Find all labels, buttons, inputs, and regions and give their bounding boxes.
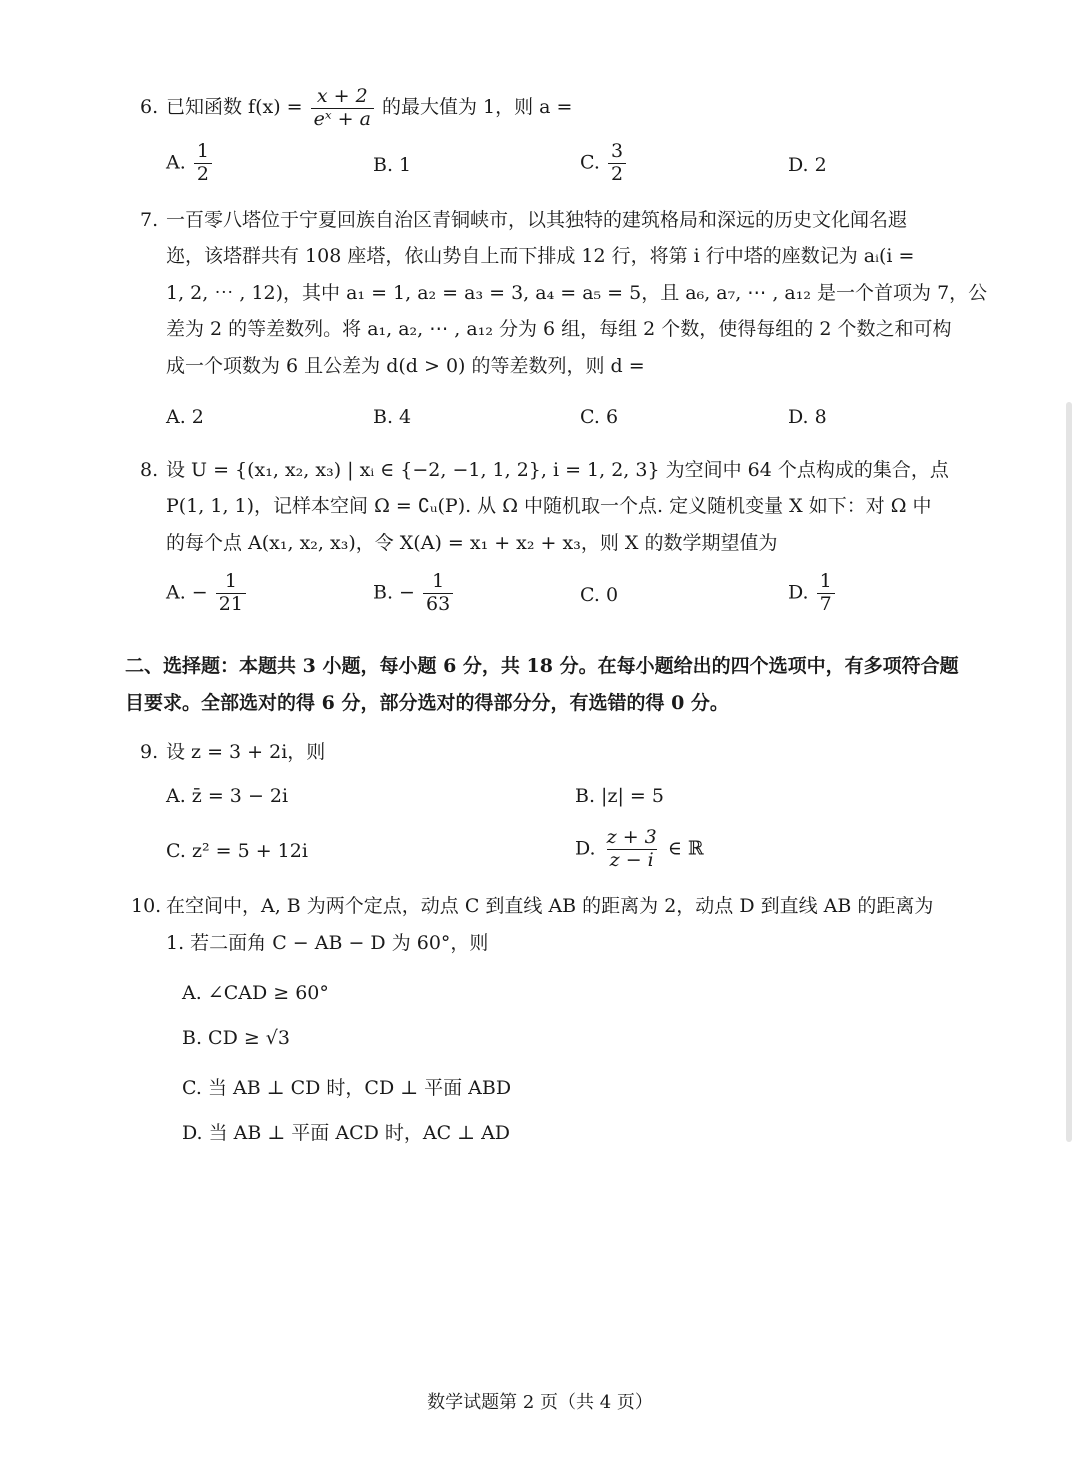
q6-option-c-numerator: 3 xyxy=(610,140,624,162)
q10-line-1: 在空间中，A, B 为两个定点，动点 C 到直线 AB 的距离为 2，动点 D 到直线 AB 的距离为 xyxy=(166,895,934,917)
q6-fraction-denominator: eˣ + a xyxy=(311,108,374,130)
q9-option-d-denominator: z − i xyxy=(607,849,657,871)
q8-option-d-numerator: 1 xyxy=(819,570,832,592)
q7-line-5: 成一个项数为 6 且公差为 d(d > 0) 的等差数列，则 d = xyxy=(166,355,645,377)
q8-option-d-denominator: 7 xyxy=(817,593,835,615)
q8-line-3: 的每个点 A(x₁, x₂, x₃)，令 X(A) = x₁ + x₂ + x₃，则 X 的数学期望值为 xyxy=(166,532,778,554)
q7-line-4: 差为 2 的等差数列。将 a₁, a₂, ⋯ , a₁₂ 分为 6 组，每组 2 个数，使得每组的 2 个数之和可构 xyxy=(166,318,952,340)
q9-option-d xyxy=(575,828,704,871)
q8-option-d-label: D. xyxy=(788,581,809,604)
q10-option-c: C. 当 AB ⊥ CD 时，CD ⊥ 平面 ABD xyxy=(182,1077,512,1099)
q8-option-b-fraction xyxy=(423,572,453,615)
q6-option-a xyxy=(166,142,214,185)
q8-option-d xyxy=(788,572,837,615)
q6-fraction xyxy=(311,84,374,130)
q6-option-b: B. 1 xyxy=(373,154,412,176)
q7-line-3: 1, 2, ⋯ , 12)，其中 a₁ = 1, a₂ = a₃ = 3, a₄ = a₅ = 5，且 a₆, a₇, ⋯ , a₁₂ 是一个首项为 7，公 xyxy=(166,282,988,304)
q9-option-b: B. |z| = 5 xyxy=(575,785,664,807)
q8-option-a-label: A. − xyxy=(166,581,208,604)
q6-option-a-fraction xyxy=(194,142,212,185)
q6-option-d: D. 2 xyxy=(788,154,827,176)
q7-option-a: A. 2 xyxy=(166,406,204,428)
q6-option-c-label: C. xyxy=(580,151,600,174)
q6-option-c-denominator: 2 xyxy=(608,163,626,185)
q7-option-b: B. 4 xyxy=(373,406,412,428)
q6-option-a-numerator: 1 xyxy=(196,140,209,162)
q9-option-c: C. z² = 5 + 12i xyxy=(166,840,308,862)
q9-option-d-suffix: ∈ ℝ xyxy=(667,837,704,860)
q10-number: 10. xyxy=(131,895,162,917)
q10-option-a: A. ∠CAD ≥ 60° xyxy=(182,982,329,1004)
section-2-heading-line-2: 目要求。全部选对的得 6 分，部分选对的得部分分，有选错的得 0 分。 xyxy=(125,692,729,714)
q8-line-2: P(1, 1, 1)，记样本空间 Ω = ∁ᵤ(P). 从 Ω 中随机取一个点. 定义随机变量 X 如下：对 Ω 中 xyxy=(166,495,932,517)
q8-option-d-fraction xyxy=(817,572,835,615)
q6-option-a-label: A. xyxy=(166,151,186,174)
q9-option-a: A. z̄ = 3 − 2i xyxy=(166,785,289,807)
q6-stem-suffix: 的最大值为 1，则 a = xyxy=(382,96,573,118)
q8-option-a xyxy=(166,572,248,615)
q8-number: 8. xyxy=(140,459,159,481)
q6-fraction-numerator: x + 2 xyxy=(316,84,368,107)
page-footer: 数学试题第 2 页（共 4 页） xyxy=(427,1392,653,1413)
q6-stem xyxy=(166,84,572,130)
q10-option-b: B. CD ≥ √3 xyxy=(182,1027,291,1049)
section-2-heading-line-1: 二、选择题：本题共 3 小题，每小题 6 分，共 18 分。在每小题给出的四个选项中，有多项符合题 xyxy=(125,655,959,677)
q8-option-b xyxy=(373,572,455,615)
q7-option-d: D. 8 xyxy=(788,406,827,428)
q8-line-1: 设 U = {(x₁, x₂, x₃) | xᵢ ∈ {−2, −1, 1, 2}, i = 1, 2, 3} 为空间中 64 个点构成的集合，点 xyxy=(166,459,949,481)
q7-number: 7. xyxy=(140,209,159,231)
q9-stem: 设 z = 3 + 2i，则 xyxy=(166,741,326,763)
vertical-scrollbar[interactable] xyxy=(1066,402,1072,1142)
q7-option-c: C. 6 xyxy=(580,406,619,428)
q9-option-d-label: D. xyxy=(575,837,596,860)
q9-option-d-numerator: z + 3 xyxy=(606,826,657,848)
q6-number: 6. xyxy=(140,96,159,118)
q8-option-b-denominator: 63 xyxy=(423,593,453,615)
q10-line-2: 1. 若二面角 C − AB − D 为 60°，则 xyxy=(166,932,489,954)
q6-stem-prefix: 已知函数 f(x) = xyxy=(166,96,303,118)
q6-option-c-fraction xyxy=(608,142,626,185)
q8-option-b-label: B. − xyxy=(373,581,415,604)
q8-option-a-fraction xyxy=(216,572,246,615)
q9-option-d-fraction xyxy=(604,828,660,871)
q8-option-b-numerator: 1 xyxy=(432,570,445,592)
q9-number: 9. xyxy=(140,741,159,763)
q8-option-c: C. 0 xyxy=(580,584,619,606)
q8-option-a-numerator: 1 xyxy=(224,570,237,592)
q6-option-a-denominator: 2 xyxy=(194,163,212,185)
q7-line-2: 迩，该塔群共有 108 座塔，依山势自上而下排成 12 行，将第 i 行中塔的座数记为 aᵢ(i = xyxy=(166,245,915,267)
section-2-heading xyxy=(125,648,975,722)
q10-option-d: D. 当 AB ⊥ 平面 ACD 时，AC ⊥ AD xyxy=(182,1122,511,1144)
q8-option-a-denominator: 21 xyxy=(216,593,246,615)
q6-option-c xyxy=(580,142,628,185)
q7-line-1: 一百零八塔位于宁夏回族自治区青铜峡市，以其独特的建筑格局和深远的历史文化闻名遐 xyxy=(166,209,908,231)
